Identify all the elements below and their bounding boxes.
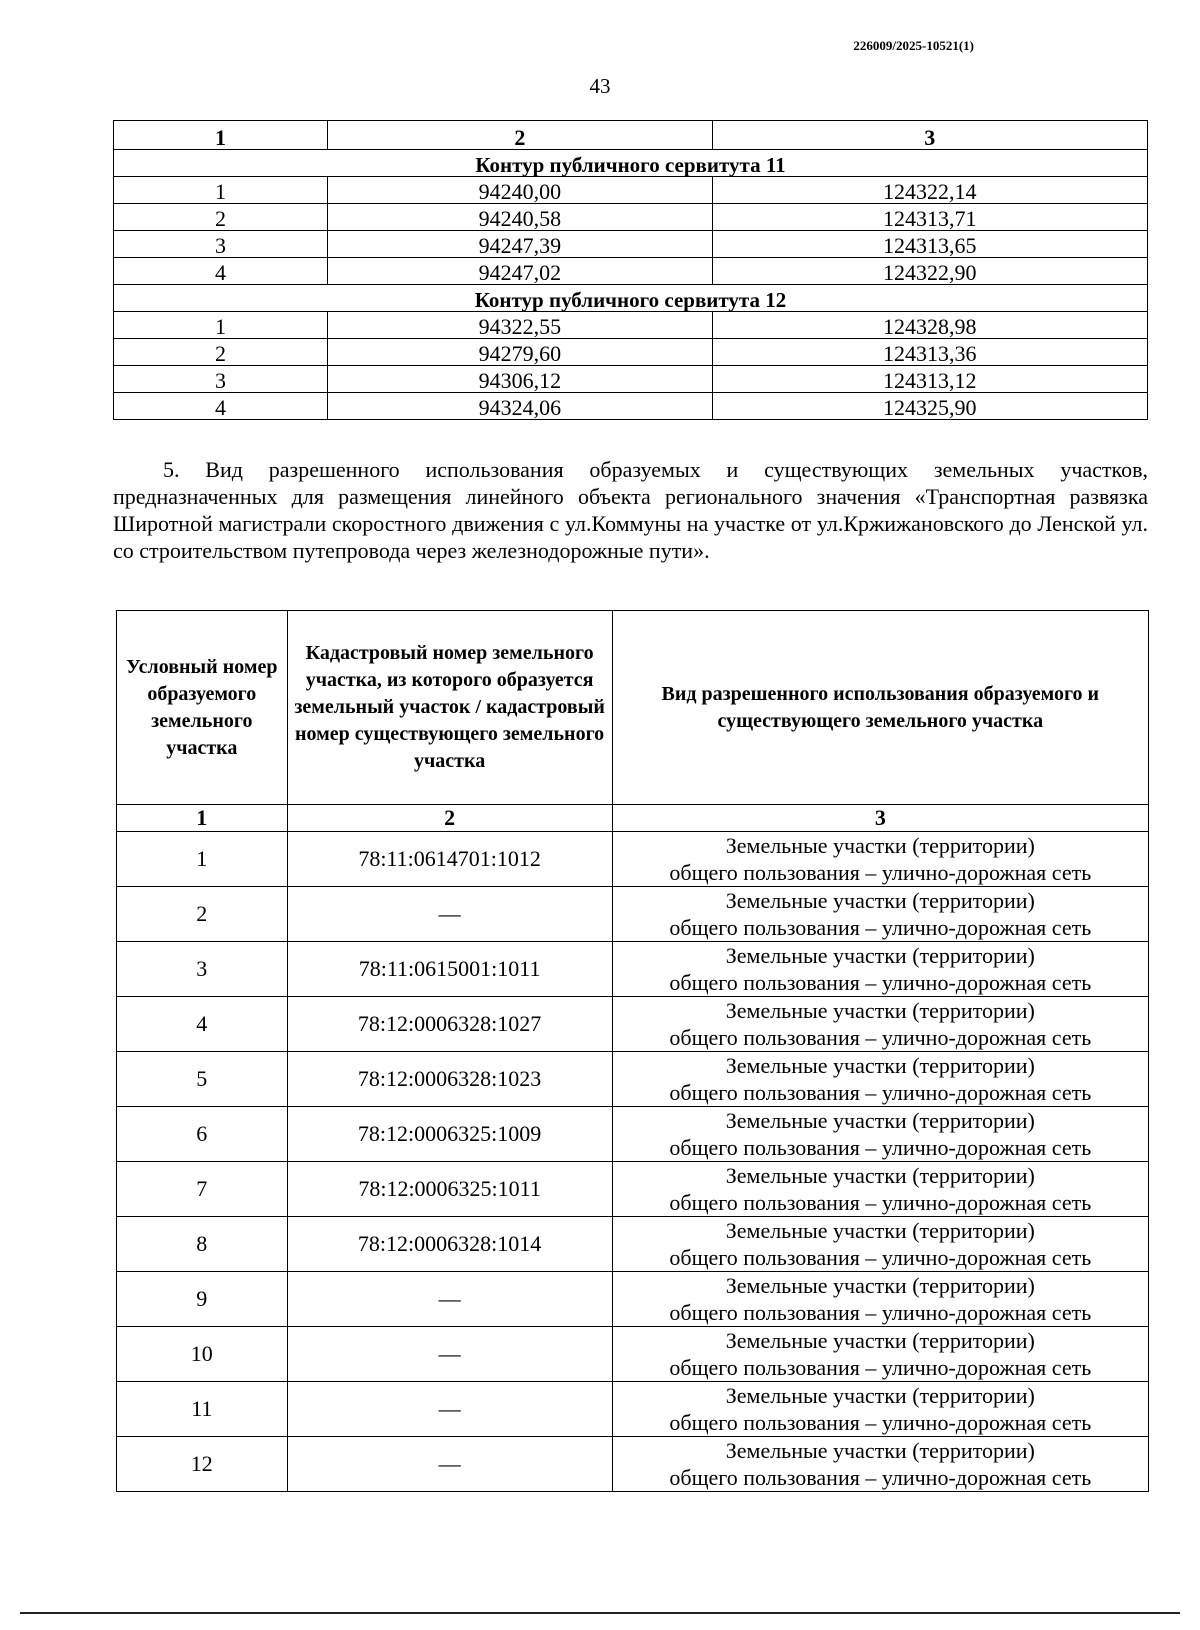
coordinate-x: 94279,60: [328, 339, 713, 366]
coordinate-x: 94306,12: [328, 366, 713, 393]
contour-title: Контур публичного сервитута 11: [114, 150, 1148, 177]
document-number: 226009/2025-10521(1): [853, 38, 974, 53]
point-number: 4: [114, 393, 328, 420]
permitted-use-line2: общего пользования – улично-дорожная сеть: [669, 1025, 1092, 1050]
permitted-use-line2: общего пользования – улично-дорожная сеть: [669, 915, 1092, 940]
parcel-number: 4: [117, 997, 288, 1052]
permitted-use: [612, 1107, 1148, 1162]
coordinates-table: [113, 120, 1148, 420]
coordinate-y: 124313,12: [712, 366, 1147, 393]
permitted-use: [612, 1052, 1148, 1107]
land-usage-table: [116, 610, 1149, 1492]
coordinate-x: 94240,00: [328, 177, 713, 204]
point-number: 1: [114, 177, 328, 204]
coordinate-y: 124322,14: [712, 177, 1147, 204]
column-numbers-row: [117, 805, 1149, 832]
table-row: [117, 997, 1149, 1052]
table-row: [117, 942, 1149, 997]
permitted-use-line2: общего пользования – улично-дорожная сеть: [669, 1465, 1092, 1490]
table-row: [117, 1382, 1149, 1437]
table-row: [114, 393, 1148, 420]
permitted-use-line2: общего пользования – улично-дорожная сеть: [669, 1135, 1092, 1160]
permitted-use: [612, 942, 1148, 997]
page-bottom-rule: [20, 1612, 1180, 1614]
table-row: [117, 887, 1149, 942]
point-number: 3: [114, 231, 328, 258]
permitted-use-line1: Земельные участки (территории): [725, 943, 1035, 968]
cadastral-number: 78:11:0615001:1011: [287, 942, 612, 997]
cadastral-number: —: [287, 887, 612, 942]
parcel-number: 12: [117, 1437, 288, 1492]
cadastral-number: 78:12:0006328:1027: [287, 997, 612, 1052]
coordinate-y: 124328,98: [712, 312, 1147, 339]
section-paragraph: 5. Вид разрешенного использования образуемых и существующих земельных участков, предназначенных для размещения линейного объекта регионального значения «Транспортная развязка Широтной магистрали скоростного движения с ул.Коммуны на участке от ул.Кржижановского до Ленской ул. со строительством путепровода через железнодорожные пути».: [113, 457, 1148, 563]
parcel-number: 5: [117, 1052, 288, 1107]
permitted-use: [612, 1272, 1148, 1327]
permitted-use: [612, 1382, 1148, 1437]
permitted-use: [612, 1217, 1148, 1272]
permitted-use-line2: общего пользования – улично-дорожная сеть: [669, 970, 1092, 995]
column-number: 2: [287, 805, 612, 832]
coordinate-x: 94247,39: [328, 231, 713, 258]
table-row: [117, 1162, 1149, 1217]
table-row: [117, 1052, 1149, 1107]
parcel-number: 8: [117, 1217, 288, 1272]
coordinate-y: 124313,36: [712, 339, 1147, 366]
coordinate-y: 124313,65: [712, 231, 1147, 258]
table-row: [117, 1327, 1149, 1382]
cadastral-number: 78:12:0006328:1023: [287, 1052, 612, 1107]
parcel-number: 2: [117, 887, 288, 942]
permitted-use-line1: Земельные участки (территории): [725, 1383, 1035, 1408]
table-row: [117, 1272, 1149, 1327]
page-number: 43: [589, 74, 611, 98]
cadastral-number: —: [287, 1382, 612, 1437]
coordinate-y: 124322,90: [712, 258, 1147, 285]
cadastral-number: 78:11:0614701:1012: [287, 832, 612, 887]
permitted-use-line2: общего пользования – улично-дорожная сеть: [669, 1190, 1092, 1215]
column-header: 1: [114, 121, 328, 150]
coordinate-y: 124325,90: [712, 393, 1147, 420]
point-number: 4: [114, 258, 328, 285]
contour-title-row: [114, 285, 1148, 312]
permitted-use: [612, 1437, 1148, 1492]
point-number: 1: [114, 312, 328, 339]
point-number: 2: [114, 339, 328, 366]
table-row: [114, 258, 1148, 285]
permitted-use-line2: общего пользования – улично-дорожная сеть: [669, 860, 1092, 885]
permitted-use: [612, 832, 1148, 887]
cadastral-number: —: [287, 1437, 612, 1492]
point-number: 2: [114, 204, 328, 231]
table-row: [114, 366, 1148, 393]
column-header: 2: [328, 121, 713, 150]
column-header: 3: [712, 121, 1147, 150]
cadastral-number: —: [287, 1327, 612, 1382]
table-row: [117, 1217, 1149, 1272]
parcel-number: 3: [117, 942, 288, 997]
permitted-use-line2: общего пользования – улично-дорожная сеть: [669, 1245, 1092, 1270]
column-number: 3: [612, 805, 1148, 832]
contour-title: Контур публичного сервитута 12: [114, 285, 1148, 312]
coordinate-x: 94322,55: [328, 312, 713, 339]
table-row: [117, 1437, 1149, 1492]
parcel-number: 10: [117, 1327, 288, 1382]
column-header-row: [114, 121, 1148, 150]
permitted-use: [612, 1162, 1148, 1217]
cadastral-number: 78:12:0006325:1009: [287, 1107, 612, 1162]
cadastral-number: 78:12:0006328:1014: [287, 1217, 612, 1272]
permitted-use-line2: общего пользования – улично-дорожная сеть: [669, 1080, 1092, 1105]
table-row: [114, 339, 1148, 366]
permitted-use-line1: Земельные участки (территории): [725, 833, 1035, 858]
parcel-number: 9: [117, 1272, 288, 1327]
coordinate-y: 124313,71: [712, 204, 1147, 231]
table-row: [114, 231, 1148, 258]
cadastral-number: —: [287, 1272, 612, 1327]
coordinate-x: 94240,58: [328, 204, 713, 231]
permitted-use-line1: Земельные участки (территории): [725, 998, 1035, 1023]
table-row: [114, 204, 1148, 231]
permitted-use: [612, 887, 1148, 942]
coordinate-x: 94247,02: [328, 258, 713, 285]
header-cadastral-number: Кадастровый номер земельного участка, из которого образуется земельный участок / кадастровый номер существующего земельного участка: [287, 611, 612, 805]
permitted-use-line2: общего пользования – улично-дорожная сеть: [669, 1410, 1092, 1435]
parcel-number: 11: [117, 1382, 288, 1437]
permitted-use-line1: Земельные участки (территории): [725, 1053, 1035, 1078]
table-row: [114, 177, 1148, 204]
table-row: [117, 1107, 1149, 1162]
permitted-use-line2: общего пользования – улично-дорожная сеть: [669, 1355, 1092, 1380]
parcel-number: 7: [117, 1162, 288, 1217]
table-row: [117, 832, 1149, 887]
table-row: [114, 312, 1148, 339]
permitted-use-line1: Земельные участки (территории): [725, 1328, 1035, 1353]
contour-title-row: [114, 150, 1148, 177]
permitted-use-line1: Земельные участки (территории): [725, 1273, 1035, 1298]
permitted-use: [612, 997, 1148, 1052]
parcel-number: 1: [117, 832, 288, 887]
coordinate-x: 94324,06: [328, 393, 713, 420]
permitted-use-line2: общего пользования – улично-дорожная сеть: [669, 1300, 1092, 1325]
permitted-use-line1: Земельные участки (территории): [725, 1163, 1035, 1188]
cadastral-number: 78:12:0006325:1011: [287, 1162, 612, 1217]
permitted-use-line1: Земельные участки (территории): [725, 1108, 1035, 1133]
header-conditional-number: Условный номер образуемого земельного участка: [117, 611, 288, 805]
permitted-use: [612, 1327, 1148, 1382]
column-number: 1: [117, 805, 288, 832]
permitted-use-line1: Земельные участки (территории): [725, 888, 1035, 913]
parcel-number: 6: [117, 1107, 288, 1162]
permitted-use-line1: Земельные участки (территории): [725, 1218, 1035, 1243]
permitted-use-line1: Земельные участки (территории): [725, 1438, 1035, 1463]
point-number: 3: [114, 366, 328, 393]
header-permitted-use: Вид разрешенного использования образуемого и существующего земельного участка: [612, 611, 1148, 805]
